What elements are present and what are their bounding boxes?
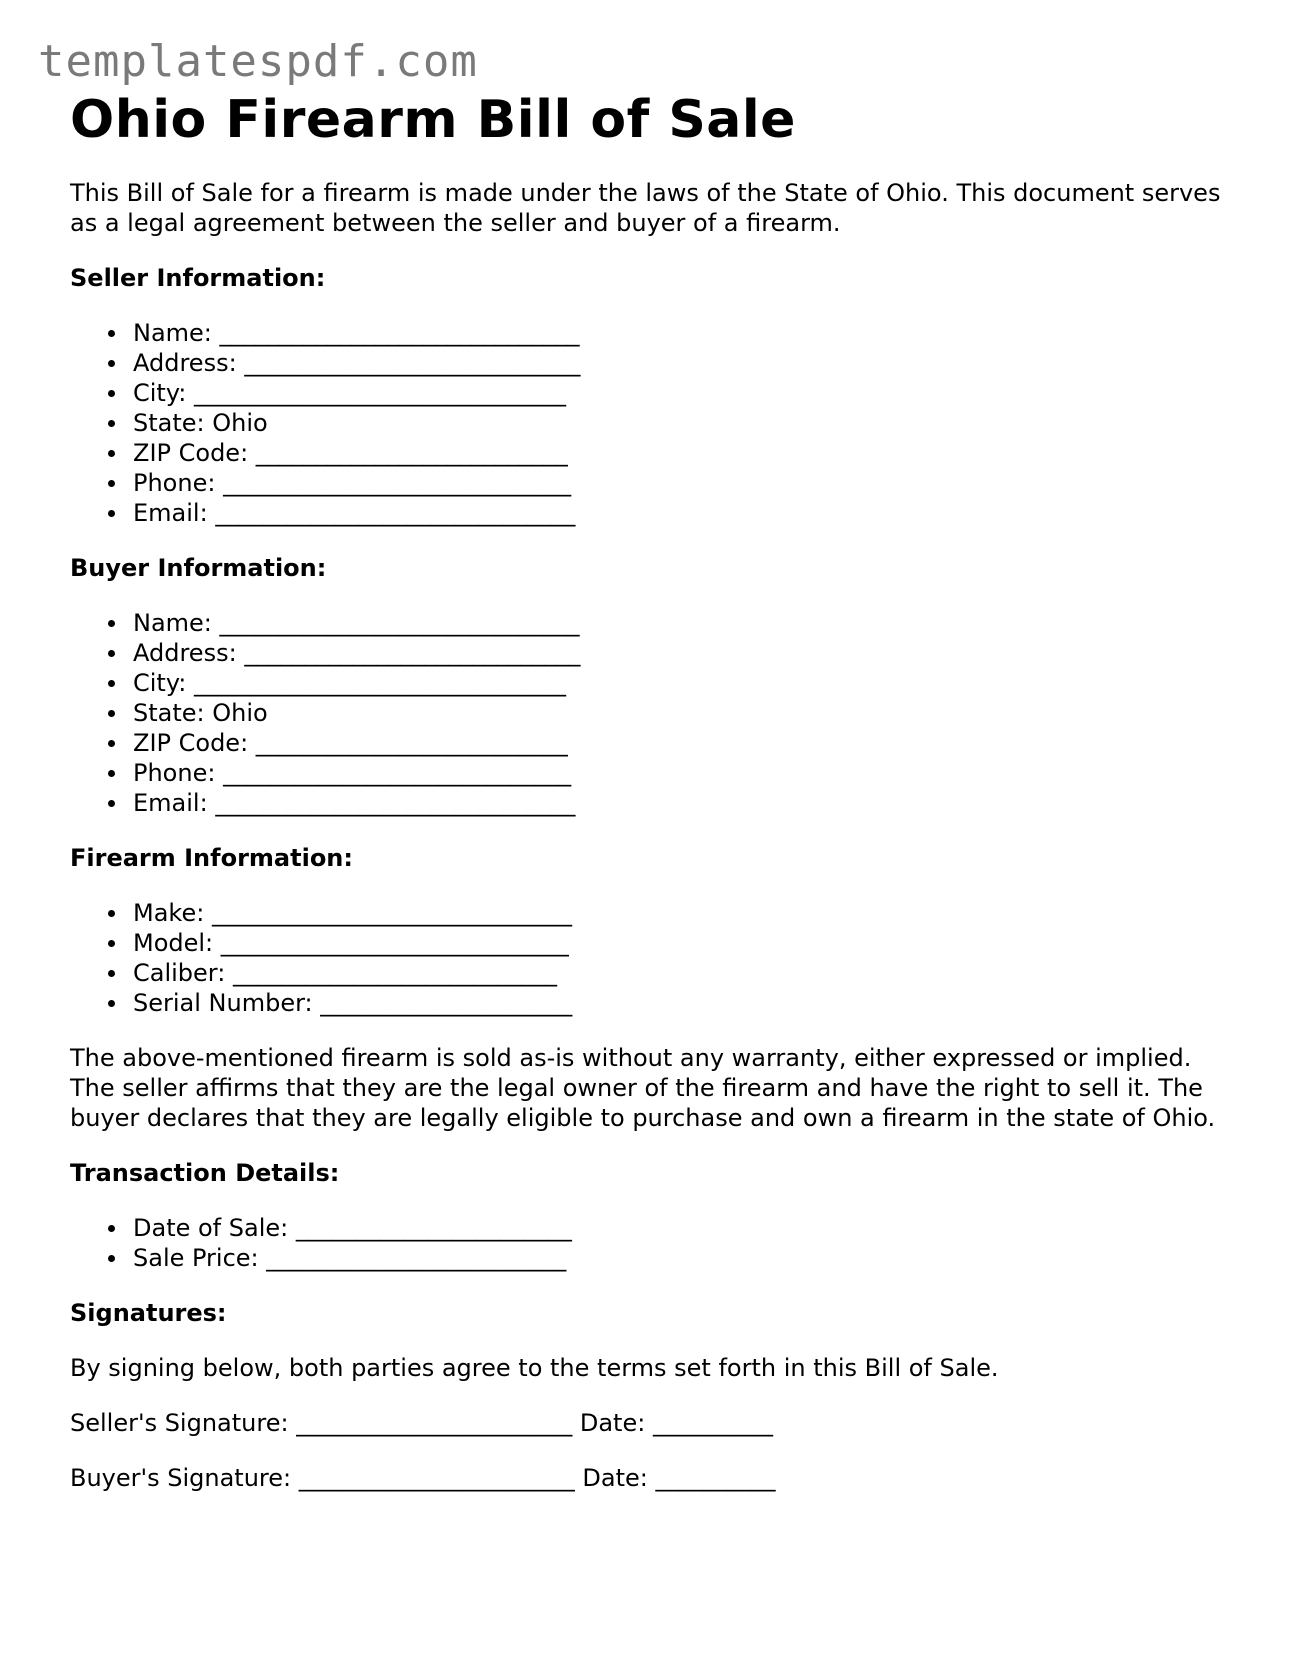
document-title: Ohio Firearm Bill of Sale [70, 90, 796, 150]
field-blank: _____________________________ [223, 469, 572, 497]
field-blank: _____________________________ [220, 929, 569, 957]
field-blank: _______________________________ [194, 379, 567, 407]
buyer-email-field [133, 788, 1230, 818]
field-label: Date of Sale: [133, 1214, 289, 1242]
field-label: Caliber: [133, 959, 226, 987]
terms-paragraph: The above-mentioned firearm is sold as-is without any warranty, either expressed or implied. The seller affirms that they are the legal owner of the firearm and have the right to sell it. The buyer declares that they are legally eligible to purchase and own a firearm in the state of Ohio. [70, 1044, 1216, 1132]
buyer-zip-field [133, 728, 1230, 758]
buyer-phone-field [133, 758, 1230, 788]
seller-heading: Seller Information: [70, 264, 326, 292]
seller-name-field [133, 318, 1230, 348]
firearm-make-field [133, 898, 1230, 928]
field-label: Make: [133, 899, 205, 927]
field-label: Phone: [133, 469, 216, 497]
field-blank: ______________________________ [215, 789, 576, 817]
firearm-caliber-field [133, 958, 1230, 988]
signatures-statement: By signing below, both parties agree to the terms set forth in this Bill of Sale. [70, 1354, 999, 1382]
field-label: ZIP Code: [133, 729, 249, 757]
field-blank: _______________________ [295, 1214, 572, 1242]
buyer-name-field [133, 608, 1230, 638]
buyer-signature-blank: _______________________ [298, 1464, 575, 1492]
transaction-heading: Transaction Details: [70, 1159, 340, 1187]
field-label: City: [133, 379, 187, 407]
field-blank: _______________________________ [194, 669, 567, 697]
field-label: Name: [133, 609, 212, 637]
firearm-serial-field [133, 988, 1230, 1018]
buyer-date-label: Date: [582, 1464, 648, 1492]
field-blank: _________________________ [266, 1244, 567, 1272]
sale-date-field [133, 1213, 1230, 1243]
seller-phone-field [133, 468, 1230, 498]
field-blank: ______________________________ [219, 319, 580, 347]
seller-date-blank: __________ [652, 1409, 773, 1437]
buyer-date-blank: __________ [655, 1464, 776, 1492]
field-label: Sale Price: [133, 1244, 259, 1272]
seller-state-field [133, 408, 1230, 438]
field-label: Address: [133, 639, 237, 667]
field-blank: ___________________________ [232, 959, 557, 987]
field-blank: __________________________ [255, 439, 568, 467]
seller-fields [70, 318, 1230, 528]
field-label: State: Ohio [133, 409, 268, 437]
seller-zip-field [133, 438, 1230, 468]
field-blank: ____________________________ [244, 349, 581, 377]
buyer-address-field [133, 638, 1230, 668]
buyer-heading: Buyer Information: [70, 554, 327, 582]
watermark: templatespdf.com [38, 36, 478, 87]
field-blank: _____________________ [320, 989, 573, 1017]
field-label: ZIP Code: [133, 439, 249, 467]
seller-date-label: Date: [579, 1409, 646, 1437]
buyer-signature-label: Buyer's Signature: [70, 1464, 292, 1492]
field-label: Email: [133, 789, 208, 817]
field-label: State: Ohio [133, 699, 268, 727]
field-label: Phone: [133, 759, 216, 787]
field-label: Name: [133, 319, 212, 347]
firearm-heading: Firearm Information: [70, 844, 353, 872]
buyer-city-field [133, 668, 1230, 698]
document-page [70, 88, 1230, 1493]
field-label: Email: [133, 499, 208, 527]
seller-signature-blank: _______________________ [296, 1409, 573, 1437]
sale-price-field [133, 1243, 1230, 1273]
intro-paragraph: This Bill of Sale for a firearm is made under the laws of the State of Ohio. This document serves as a legal agreement between the seller and buyer of a firearm. [70, 179, 1221, 237]
field-blank: ______________________________ [211, 899, 572, 927]
field-blank: ______________________________ [219, 609, 580, 637]
buyer-state-field [133, 698, 1230, 728]
signatures-heading: Signatures: [70, 1299, 227, 1327]
transaction-fields [70, 1213, 1230, 1273]
field-label: Model: [133, 929, 214, 957]
seller-address-field [133, 348, 1230, 378]
buyer-signature-line [70, 1463, 1230, 1493]
seller-signature-label: Seller's Signature: [70, 1409, 289, 1437]
firearm-fields [70, 898, 1230, 1018]
field-blank: ______________________________ [215, 499, 576, 527]
buyer-fields [70, 608, 1230, 818]
field-label: Address: [133, 349, 237, 377]
field-label: Serial Number: [133, 989, 313, 1017]
field-blank: ____________________________ [244, 639, 581, 667]
field-blank: __________________________ [255, 729, 568, 757]
field-label: City: [133, 669, 187, 697]
seller-email-field [133, 498, 1230, 528]
seller-signature-line [70, 1408, 1230, 1438]
field-blank: _____________________________ [223, 759, 572, 787]
seller-city-field [133, 378, 1230, 408]
firearm-model-field [133, 928, 1230, 958]
